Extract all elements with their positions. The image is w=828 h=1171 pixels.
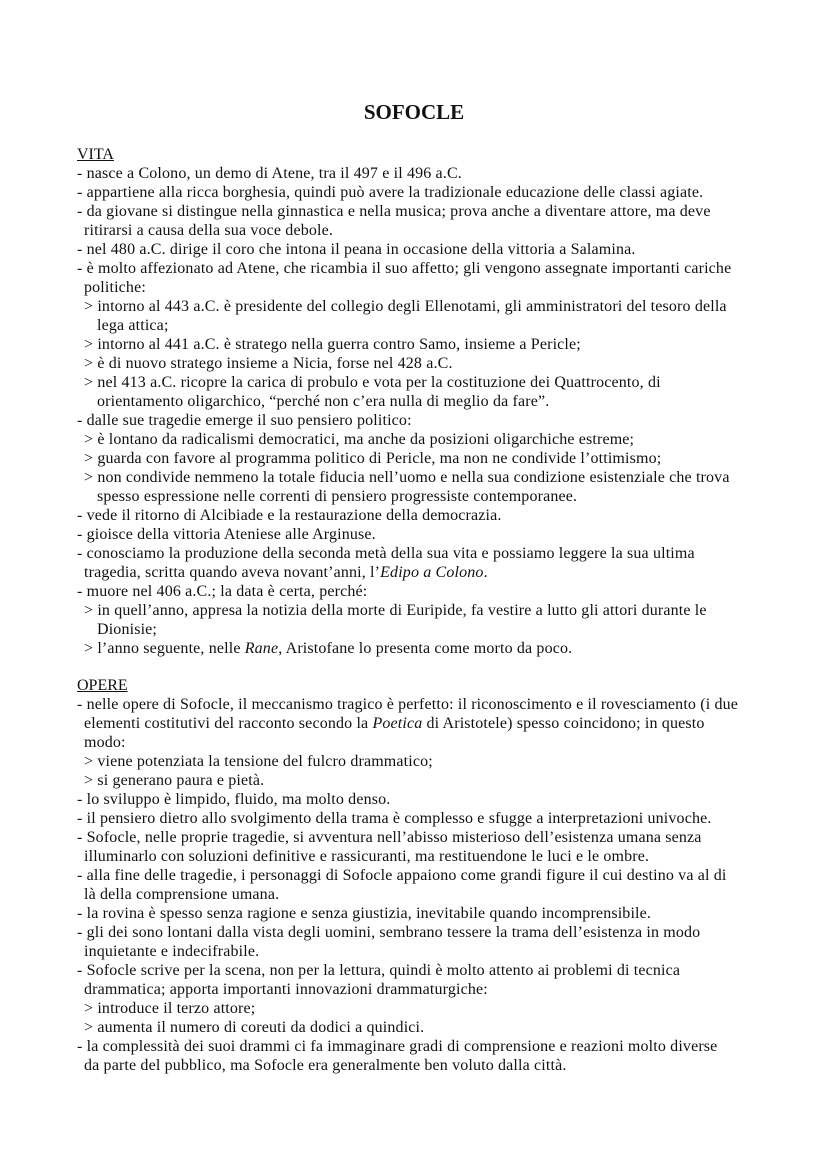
- list-item: [77, 923, 797, 942]
- text-run: - da giovane si distingue nella ginnastica e nella musica; prova anche a diventare attore, ma deve: [77, 203, 711, 220]
- list-item: [77, 639, 797, 658]
- document-title: SOFOCLE: [363, 100, 465, 124]
- text-run: - conosciamo la produzione della seconda metà della sua vita e possiamo leggere la sua ultima: [77, 545, 695, 562]
- list-item-continuation: [77, 1056, 797, 1075]
- text-run: - la rovina è spesso senza ragione e senza giustizia, inevitabile quando incomprensibile.: [77, 905, 652, 922]
- list-item: [77, 695, 797, 714]
- text-run: > introduce il terzo attore;: [84, 1000, 256, 1017]
- list-item-continuation: [77, 885, 797, 904]
- list-item: [77, 828, 797, 847]
- list-item-continuation: [77, 221, 797, 240]
- text-run: .: [483, 564, 488, 581]
- section-body: [77, 164, 797, 658]
- list-item: [77, 164, 797, 183]
- list-item: [77, 771, 797, 790]
- text-run: - vede il ritorno di Alcibiade e la restaurazione della democrazia.: [77, 507, 502, 524]
- list-item: [77, 430, 797, 449]
- list-item-continuation: [77, 714, 797, 733]
- list-item-continuation: [77, 487, 797, 506]
- list-item: [77, 411, 797, 430]
- text-run: - dalle sue tragedie emerge il suo pensiero politico:: [77, 412, 412, 429]
- list-item: [77, 752, 797, 771]
- text-run: - lo sviluppo è limpido, fluido, ma molto denso.: [77, 791, 391, 808]
- list-item: [77, 373, 797, 392]
- text-run: - gioisce della vittoria Ateniese alle Arginuse.: [77, 526, 376, 543]
- text-run: da parte del pubblico, ma Sofocle era generalmente ben voluto dalla città.: [84, 1057, 567, 1074]
- list-item: [77, 202, 797, 221]
- list-item-continuation: [77, 316, 797, 335]
- text-run: > guarda con favore al programma politico di Pericle, ma non ne condivide l’ottimismo;: [84, 450, 662, 467]
- text-run: spesso espressione nelle correnti di pensiero progressiste contemporanee.: [97, 488, 578, 505]
- text-run: > intorno al 441 a.C. è stratego nella guerra contro Samo, insieme a Pericle;: [84, 336, 581, 353]
- text-run: - muore nel 406 a.C.; la data è certa, perché:: [77, 583, 368, 600]
- list-item: [77, 790, 797, 809]
- list-item: [77, 961, 797, 980]
- italic-title: Poetica: [372, 715, 423, 732]
- list-item: [77, 544, 797, 563]
- text-run: tragedia, scritta quando aveva novant’anni, l’: [84, 564, 381, 581]
- list-item-continuation: [77, 980, 797, 999]
- text-run: Dionisie;: [97, 621, 158, 638]
- text-run: > in quell’anno, appresa la notizia della morte di Euripide, fa vestire a lutto gli attori durante le: [84, 602, 707, 619]
- section-body: [77, 695, 797, 1075]
- text-run: - il pensiero dietro allo svolgimento della trama è complesso e sfugge a interpretazioni univoche.: [77, 810, 712, 827]
- list-item-continuation: [77, 278, 797, 297]
- text-run: drammatica; apporta importanti innovazioni drammaturgiche:: [84, 981, 488, 998]
- text-run: elementi costitutivi del racconto secondo la: [84, 715, 373, 732]
- list-item: [77, 809, 797, 828]
- section-heading: VITA: [77, 146, 114, 163]
- text-run: lega attica;: [97, 317, 169, 334]
- text-run: > l’anno seguente, nelle: [84, 640, 245, 657]
- text-run: - la complessità dei suoi drammi ci fa immaginare gradi di comprensione e reazioni molto diverse: [77, 1038, 718, 1055]
- list-item: [77, 449, 797, 468]
- list-item: [77, 866, 797, 885]
- text-run: - alla fine delle tragedie, i personaggi di Sofocle appaiono come grandi figure il cui destino va al di: [77, 867, 727, 884]
- list-item-continuation: [77, 847, 797, 866]
- list-item: [77, 183, 797, 202]
- list-item-continuation: [77, 733, 797, 752]
- list-item: [77, 1018, 797, 1037]
- text-run: inquietante e indecifrabile.: [84, 943, 260, 960]
- list-item: [77, 259, 797, 278]
- text-run: - appartiene alla ricca borghesia, quindi può avere la tradizionale educazione delle classi agiate.: [77, 184, 704, 201]
- list-item: [77, 582, 797, 601]
- list-item: [77, 1037, 797, 1056]
- text-run: > viene potenziata la tensione del fulcro drammatico;: [84, 753, 433, 770]
- text-run: - nelle opere di Sofocle, il meccanismo tragico è perfetto: il riconoscimento e il rovesciamento (i due: [77, 696, 738, 713]
- list-item-continuation: [77, 563, 797, 582]
- text-run: - Sofocle scrive per la scena, non per la lettura, quindi è molto attento ai problemi di tecnica: [77, 962, 681, 979]
- list-item: [77, 297, 797, 316]
- list-item-continuation: [77, 942, 797, 961]
- list-item-continuation: [77, 392, 797, 411]
- text-run: - Sofocle, nelle proprie tragedie, si avventura nell’abisso misterioso dell’esistenza umana senza: [77, 829, 702, 846]
- list-item: [77, 525, 797, 544]
- text-run: - nasce a Colono, un demo di Atene, tra il 497 e il 496 a.C.: [77, 165, 462, 182]
- list-item: [77, 601, 797, 620]
- text-run: > è lontano da radicalismi democratici, ma anche da posizioni oligarchiche estreme;: [84, 431, 635, 448]
- list-item: [77, 335, 797, 354]
- italic-title: Edipo a Colono: [380, 564, 484, 581]
- text-run: , Aristofane lo presenta come morto da poco.: [278, 640, 573, 657]
- list-item: [77, 999, 797, 1018]
- text-run: > si generano paura e pietà.: [84, 772, 265, 789]
- list-item: [77, 354, 797, 373]
- list-item: [77, 240, 797, 259]
- text-run: > nel 413 a.C. ricopre la carica di probulo e vota per la costituzione dei Quattrocento, di: [84, 374, 661, 391]
- text-run: > aumenta il numero di coreuti da dodici a quindici.: [84, 1019, 425, 1036]
- section-vita: [77, 145, 797, 658]
- text-run: - nel 480 a.C. dirige il coro che intona il peana in occasione della vittoria a Salamina.: [77, 241, 636, 258]
- text-run: > intorno al 443 a.C. è presidente del collegio degli Ellenotami, gli amministratori del tesoro della: [84, 298, 727, 315]
- section-opere: [77, 676, 797, 1075]
- list-item-continuation: [77, 620, 797, 639]
- text-run: modo:: [84, 734, 126, 751]
- text-run: - è molto affezionato ad Atene, che ricambia il suo affetto; gli vengono assegnate importanti cariche: [77, 260, 732, 277]
- list-item: [77, 468, 797, 487]
- text-run: là della comprensione umana.: [84, 886, 280, 903]
- section-heading: OPERE: [77, 677, 128, 694]
- text-run: - gli dei sono lontani dalla vista degli uomini, sembrano tessere la trama dell’esistenza in modo: [77, 924, 701, 941]
- text-run: orientamento oligarchico, “perché non c’era nulla di meglio da fare”.: [97, 393, 550, 410]
- text-run: > non condivide nemmeno la totale fiducia nell’uomo e nella sua condizione esistenziale che trova: [84, 469, 730, 486]
- text-run: ritirarsi a causa della sua voce debole.: [84, 222, 333, 239]
- text-run: > è di nuovo stratego insieme a Nicia, forse nel 428 a.C.: [84, 355, 453, 372]
- text-run: di Aristotele) spesso coincidono; in questo: [422, 715, 705, 732]
- text-run: illuminarlo con soluzioni definitive e rassicuranti, ma restituendone le luci e le ombre.: [84, 848, 650, 865]
- italic-title: Rane: [244, 640, 279, 657]
- list-item: [77, 506, 797, 525]
- list-item: [77, 904, 797, 923]
- text-run: politiche:: [84, 279, 146, 296]
